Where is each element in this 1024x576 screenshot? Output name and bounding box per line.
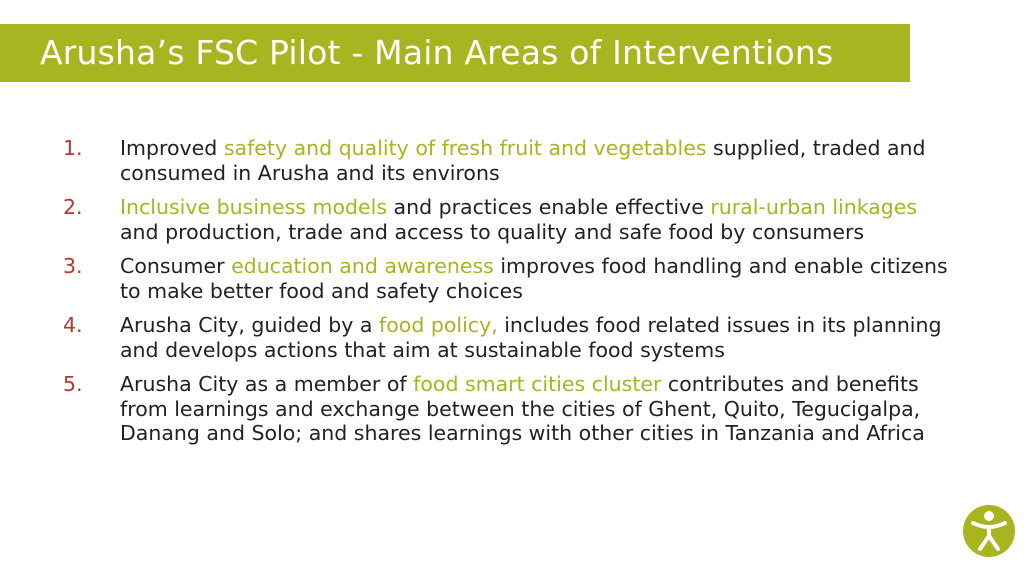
list-item — [60, 195, 960, 244]
item-highlight: education and awareness — [231, 254, 494, 278]
item-text: Improved — [120, 136, 224, 160]
title-bar — [0, 24, 910, 82]
item-text: improves food handling and enable citizens to make better food and safety choices — [120, 254, 948, 303]
human-figure-logo-icon — [962, 503, 1016, 559]
item-number: 2. — [63, 195, 83, 219]
item-number: 1. — [63, 136, 83, 160]
item-number: 5. — [63, 372, 83, 396]
item-highlight: rural-urban linkages — [710, 195, 918, 219]
list-item — [60, 313, 960, 362]
item-text: and production, trade and access to quality and safe food by consumers — [120, 219, 865, 244]
item-highlight: food smart cities cluster — [413, 372, 662, 396]
item-text: Arusha City, guided by a — [120, 313, 380, 337]
item-text: Consumer — [120, 254, 232, 278]
item-text: and practices enable effective — [387, 195, 711, 219]
item-text: Arusha City as a member of — [120, 372, 414, 396]
logo-graphic — [962, 503, 1016, 559]
interventions-list — [60, 136, 960, 456]
item-number: 3. — [63, 254, 83, 278]
item-highlight: safety and quality of fresh fruit and vegetables — [223, 136, 707, 160]
list-item — [60, 372, 960, 446]
item-highlight: Inclusive business models — [120, 195, 388, 219]
list-item — [60, 254, 960, 303]
item-text: supplied, traded and consumed in Arusha and its environs — [120, 136, 926, 185]
slide-title: Arusha’s FSC Pilot - Main Areas of Interventions — [40, 33, 834, 72]
item-number: 4. — [63, 313, 83, 337]
list-item — [60, 136, 960, 185]
item-text: includes food related issues in its planning and develops actions that aim at sustainable food systems — [120, 313, 942, 362]
item-highlight: food policy, — [379, 313, 498, 337]
item-text: contributes and benefits from learnings and exchange between the cities of Ghent, Quito, Tegucigalpa, Danang and Solo; and shares learnings with other cities in Tanzania and Africa — [120, 372, 925, 445]
